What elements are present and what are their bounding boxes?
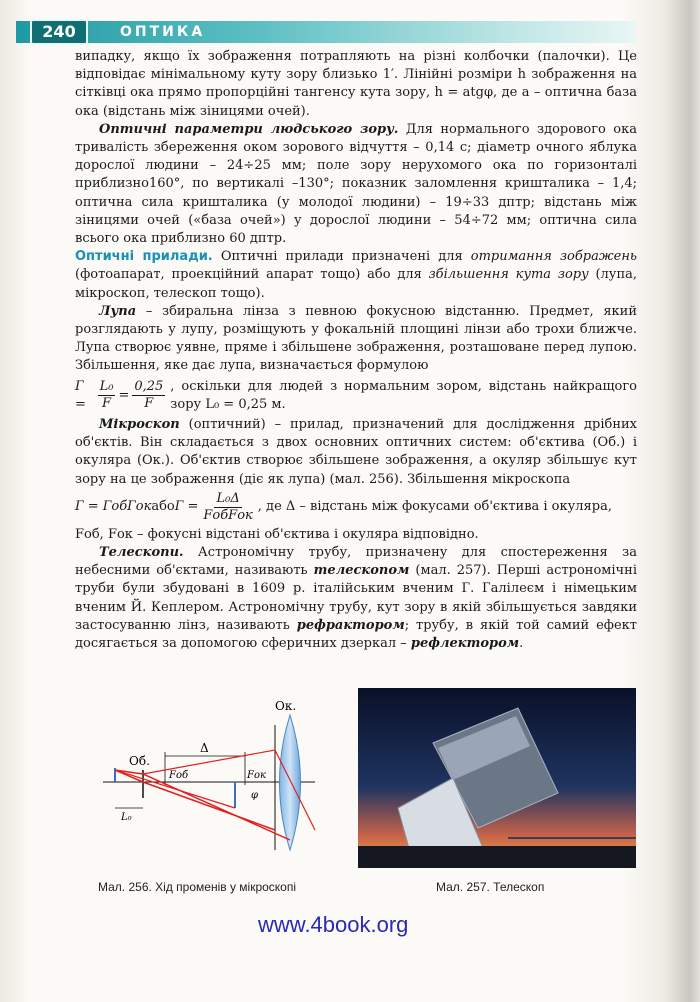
label-ok: Ок. <box>275 699 297 713</box>
paragraph <box>75 544 637 653</box>
emphasis: отримання зображень <box>470 249 637 265</box>
formula-text: або <box>151 499 175 515</box>
paragraph-text: Для нормального здорового ока тривалість збереження оком зорового відчуття – 0,14 с; діаметр очного яблука дорослої людини – 24÷25 мм; поле зору нерухомого ока по горизонталі приблизно160°, по вертикалі –130°; показник заломлення кришталика – 1,4; оптична сила кришталика (у молодої людини) – 19÷33 дптр; відстань між зіницями очей («база очей») у дорослої людини – 54÷72 мм; оптична сила всього ока приблизно 60 дптр. <box>75 121 637 247</box>
fraction <box>201 491 254 524</box>
paragraph-title: Мікроскоп <box>99 417 180 433</box>
denominator: F <box>144 396 154 412</box>
label-ob: Об. <box>129 754 150 768</box>
paragraph <box>75 416 637 489</box>
label-fok: Fок <box>247 770 266 781</box>
page-number: 240 <box>30 19 88 45</box>
paragraph-text: Оптичні прилади призначені для <box>212 249 471 265</box>
label-phi: φ <box>251 790 259 801</box>
paragraph-text: – збиральна лінза з певною фокусною відстанню. Предмет, який розглядають у лупу, розміщують у фокальній площині лінзи або трохи ближче. Лупа створює уявне, пряме і збільшене зображення, розташоване перед лупою. Збільшення, яке дає лупа, визначається формулою <box>75 303 637 374</box>
numerator: L₀Δ <box>216 490 240 506</box>
body-text <box>75 48 637 653</box>
formula-magnifier <box>75 378 637 414</box>
formula-lhs: Г = <box>75 378 86 412</box>
emphasis: рефлектором <box>410 636 520 652</box>
emphasis: збільшення кута зору <box>428 267 589 283</box>
fraction <box>98 379 116 412</box>
fraction <box>132 379 165 412</box>
section-heading: Оптичні прилади. <box>75 249 213 265</box>
paragraph: випадку, якщо їх зображення потрапляють на різні колбочки (палочки). Це відповідає мінімальному куту зору близько 1′. Лінійні розміри h зображення на сітківці ока прямо пропорційні тангенсу кута зору, h = atgφ, де a – оптична база ока (відстань між зіницями очей). <box>75 49 637 119</box>
paragraph <box>75 248 637 303</box>
paragraph-title: Телескопи. <box>99 545 184 561</box>
paragraph-text: (оптичний) – прилад, призначений для дослідження дрібних об'єктів. Він складається з двох основних оптичних систем: об'єктива (Об.) і окуляра (Ок.). Об'єктив створює збільшене зображення, а окуляр збільшує кут зору на це зображення (діє як лупа) (мал. 256). Збільшення мікроскопа <box>75 417 637 487</box>
formula-microscope <box>75 491 637 524</box>
numerator: L₀ <box>99 379 114 395</box>
emphasis: рефрактором <box>296 617 405 633</box>
paragraph <box>75 121 637 248</box>
formula-lhs: Г = ГобГок <box>75 499 152 515</box>
paragraph-text: (мал. 257). Перші астрономічні труби були збудовані в 1609 р. італійським вченим Г. Галілеєм і німецьким вченим Й. Кеплером. Астрономічну трубу, кут зору в якій збільшується завдяки застосуванню лінз, називають <box>75 563 637 633</box>
denominator: F <box>101 396 112 412</box>
label-fob: Fоб <box>169 770 189 781</box>
paragraph-text: (лупа, мікроскоп, телескоп тощо). <box>75 267 637 301</box>
paragraph-title: Лупа <box>99 303 137 319</box>
watermark: www.4book.org <box>258 912 409 937</box>
paragraph-text: (фотоапарат, проекційний апарат тощо) або для <box>75 267 429 283</box>
numerator: 0,25 <box>134 379 164 395</box>
label-delta: Δ <box>200 741 209 755</box>
formula-eq: = <box>118 387 130 403</box>
telescope-photo <box>358 688 636 868</box>
caption-fig-256: Мал. 256. Хід променів у мікроскопі <box>98 880 297 894</box>
formula-tail: , оскільки для людей з нормальним зором, відстань найкращого зору L₀ = 0,25 м. <box>170 378 637 412</box>
eyepiece-lens <box>280 715 301 850</box>
caption-fig-257: Мал. 257. Телескоп <box>436 880 545 894</box>
microscope-ray-diagram <box>85 690 355 860</box>
paragraph <box>75 303 637 376</box>
section-title: ОПТИКА <box>120 24 206 40</box>
header-band <box>16 21 636 43</box>
label-l0: L₀ <box>121 812 132 823</box>
paragraph: Fоб, Fок – фокусні відстані об'єктива і окуляра відповідно. <box>75 526 479 542</box>
denominator: FобFок <box>203 507 253 523</box>
formula-lhs: Г = <box>174 499 199 515</box>
paragraph-text: . <box>519 636 524 652</box>
paragraph-text: ; трубу, в якій той самий ефект досягається за допомогою сферичних дзеркал – <box>75 617 637 652</box>
formula-tail: , де Δ – відстань між фокусами об'єктива і окуляра, <box>257 499 612 515</box>
paragraph-text: Астрономічну трубу, призначену для спостереження за небесними об'єктами, називають <box>75 545 637 579</box>
emphasis: телескопом <box>313 563 410 579</box>
platform <box>358 846 636 868</box>
paragraph-title: Оптичні параметри людського зору. <box>99 121 399 137</box>
